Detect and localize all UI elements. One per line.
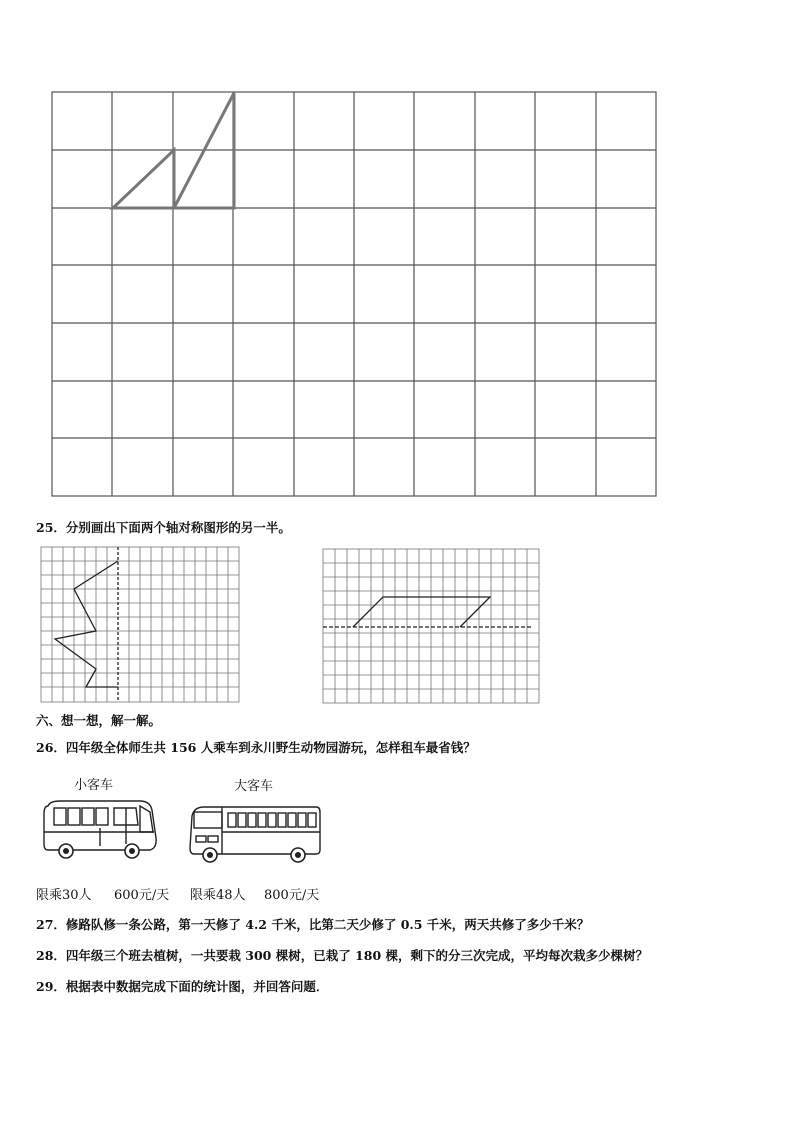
small-bus-price: 600元/天 — [114, 888, 170, 903]
question-28: 28．四年级三个班去植树，一共要栽 300 棵树，已栽了 180 棵，剩下的分三次完成，平均每次栽多少棵树？ — [36, 948, 648, 963]
large-bus-capacity: 限乘48人 — [190, 888, 246, 903]
large-bus-price: 800元/天 — [264, 888, 320, 903]
large-bus-illustration — [188, 802, 328, 872]
small-bus-label: 小客车 — [74, 778, 114, 793]
small-bus-capacity: 限乘30人 — [36, 888, 92, 903]
question-26: 26．四年级全体师生共 156 人乘车到永川野生动物园游玩，怎样租车最省钱？ — [36, 740, 476, 755]
small-bus-illustration — [40, 798, 170, 868]
large-bus-label: 大客车 — [234, 779, 274, 794]
question-29: 29．根据表中数据完成下面的统计图，并回答问题． — [36, 979, 329, 994]
parallelogram-half-shape — [353, 597, 490, 627]
question-27: 27．修路队修一条公路，第一天修了 4.2 千米，比第二天少修了 0.5 千米，两天共修了多少千米？ — [36, 917, 590, 932]
section-six-heading: 六、想一想，解一解。 — [36, 713, 162, 728]
question-25: 25．分别画出下面两个轴对称图形的另一半。 — [36, 520, 291, 535]
